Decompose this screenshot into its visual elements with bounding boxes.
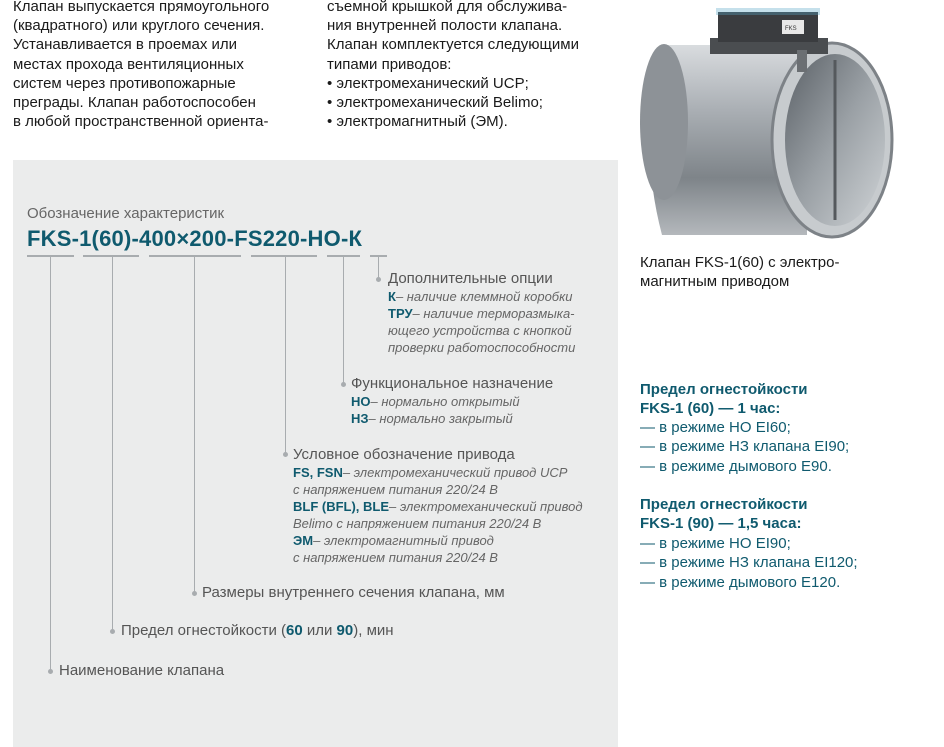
leader-dot [341,382,346,387]
drive-em-line2: с напряжением питания 220/24 В [293,550,498,565]
intro-line: (квадратного) или круглого сечения. [13,17,265,35]
leader-dot [110,629,115,634]
option-tru [388,305,575,322]
photo-caption [640,253,940,291]
function-no [351,393,520,410]
intro-line: местах прохода вентиляционных [13,55,244,73]
drive-fs-line2: с напряжением питания 220/24 В [293,482,498,497]
fire-list-item: — в режиме НЗ клапана EI120; [640,554,858,572]
function-key: НО [351,394,371,409]
intro-column-1 [13,0,313,131]
fire-list-item: — в режиме НЗ клапана EI90; [640,438,850,456]
fire-list-item: — в режиме дымового Е120. [640,573,841,591]
intro-line: в любой пространственной ориента- [13,113,269,131]
code-underline-fire [83,255,139,257]
fire-block-2-list [640,534,858,592]
leader-options [378,257,379,279]
fire-limit-suffix: ), мин [353,622,394,639]
fire-limit-value-90: 90 [336,622,354,639]
intro-line: ния внутренней полости клапана. [327,17,563,35]
name-title: Наименование клапана [59,662,225,679]
function-key: НЗ [351,411,369,426]
leader-dot [192,591,197,596]
code-underline-size [149,255,241,257]
function-desc: – нормально открытый [370,394,520,409]
intro-line: съемной крышкой для обслужива- [327,0,568,15]
drive-fs [293,464,567,481]
drive-blf [293,498,583,515]
drive-desc: – электромеханический привод UCP [342,465,568,480]
fire-limit-mid: или [302,622,337,639]
intro-line: Клапан комплектуется следующими [327,36,579,54]
drive-em [293,532,494,549]
intro-line: систем через противопожарные [13,74,236,92]
fire-limit-prefix: Предел огнестойкости ( [121,622,286,639]
option-key: К [388,289,396,304]
designation-heading: Обозначение характеристик [27,205,225,222]
fire-heading-line: Предел огнестойкости [640,381,808,398]
leader-function [343,257,344,384]
option-tru-line3: проверки работоспособности [388,340,576,355]
fire-list-item: — в режиме дымового Е90. [640,457,832,475]
intro-line: • электромеханический Belimo; [327,94,543,112]
drive-key: ЭМ [293,533,314,548]
intro-column-2 [327,0,617,131]
function-title: Функциональное назначение [351,375,554,392]
leader-dot [283,452,288,457]
intro-line: • электромагнитный (ЭМ). [327,113,508,131]
code-underline-drive [251,255,317,257]
drive-blf-line2: Belimo с напряжением питания 220/24 В [293,516,542,531]
leader-size [194,257,195,593]
drive-key: FS, FSN [293,465,343,480]
option-k [388,288,573,305]
valve-back-end [640,44,688,200]
caption-line: магнитным приводом [640,273,790,291]
leader-dot [376,277,381,282]
leader-dot [48,669,53,674]
fire-list-item: — в режиме НО EI90; [640,535,791,552]
actuator-leg [797,50,807,72]
intro-line: • электромеханический UCP; [327,74,529,92]
actuator-top [716,8,820,15]
intro-line: Клапан выпускается прямоугольного [13,0,270,15]
valve-photo [632,0,902,245]
option-desc: – наличие клеммной коробки [395,289,573,304]
caption-line: Клапан FKS-1(60) с электро- [640,254,840,271]
drive-desc: – электромагнитный привод [313,533,494,548]
fire-heading-line: Предел огнестойкости [640,496,808,513]
leader-name [50,257,51,671]
drive-key: BLF (BFL), BLE [293,499,390,514]
intro-line: преграды. Клапан работоспособен [13,94,256,112]
actuator-label-text: FKS [785,26,797,32]
fire-list-item: — в режиме НО EI60; [640,419,791,436]
intro-line: типами приводов: [327,55,452,73]
designation-code: FKS-1(60)-400×200-FS220-НО-К [27,226,363,251]
fire-limit-value-60: 60 [286,622,303,639]
option-key: ТРУ [388,306,413,321]
option-desc: – наличие терморазмыка- [412,306,575,321]
drive-desc: – электромеханический привод [389,499,583,514]
fire-heading-line: FKS-1 (90) — 1,5 часа: [640,515,802,532]
fire-limit-title [121,622,394,639]
options-title: Дополнительные опции [388,270,553,287]
drive-title: Условное обозначение привода [293,446,515,463]
size-title: Размеры внутреннего сечения клапана, мм [202,584,505,601]
option-tru-line2: ющего устройства с кнопкой [388,323,572,338]
function-nz [351,410,513,427]
leader-fire [112,257,113,631]
fire-heading-line: FKS-1 (60) — 1 час: [640,400,781,417]
fire-block-2-heading [640,495,808,533]
function-desc: – нормально закрытый [368,411,513,426]
leader-drive [285,257,286,454]
intro-line: Устанавливается в проемах или [13,36,238,54]
fire-block-1-heading [640,380,808,418]
fire-block-1-list [640,418,849,476]
